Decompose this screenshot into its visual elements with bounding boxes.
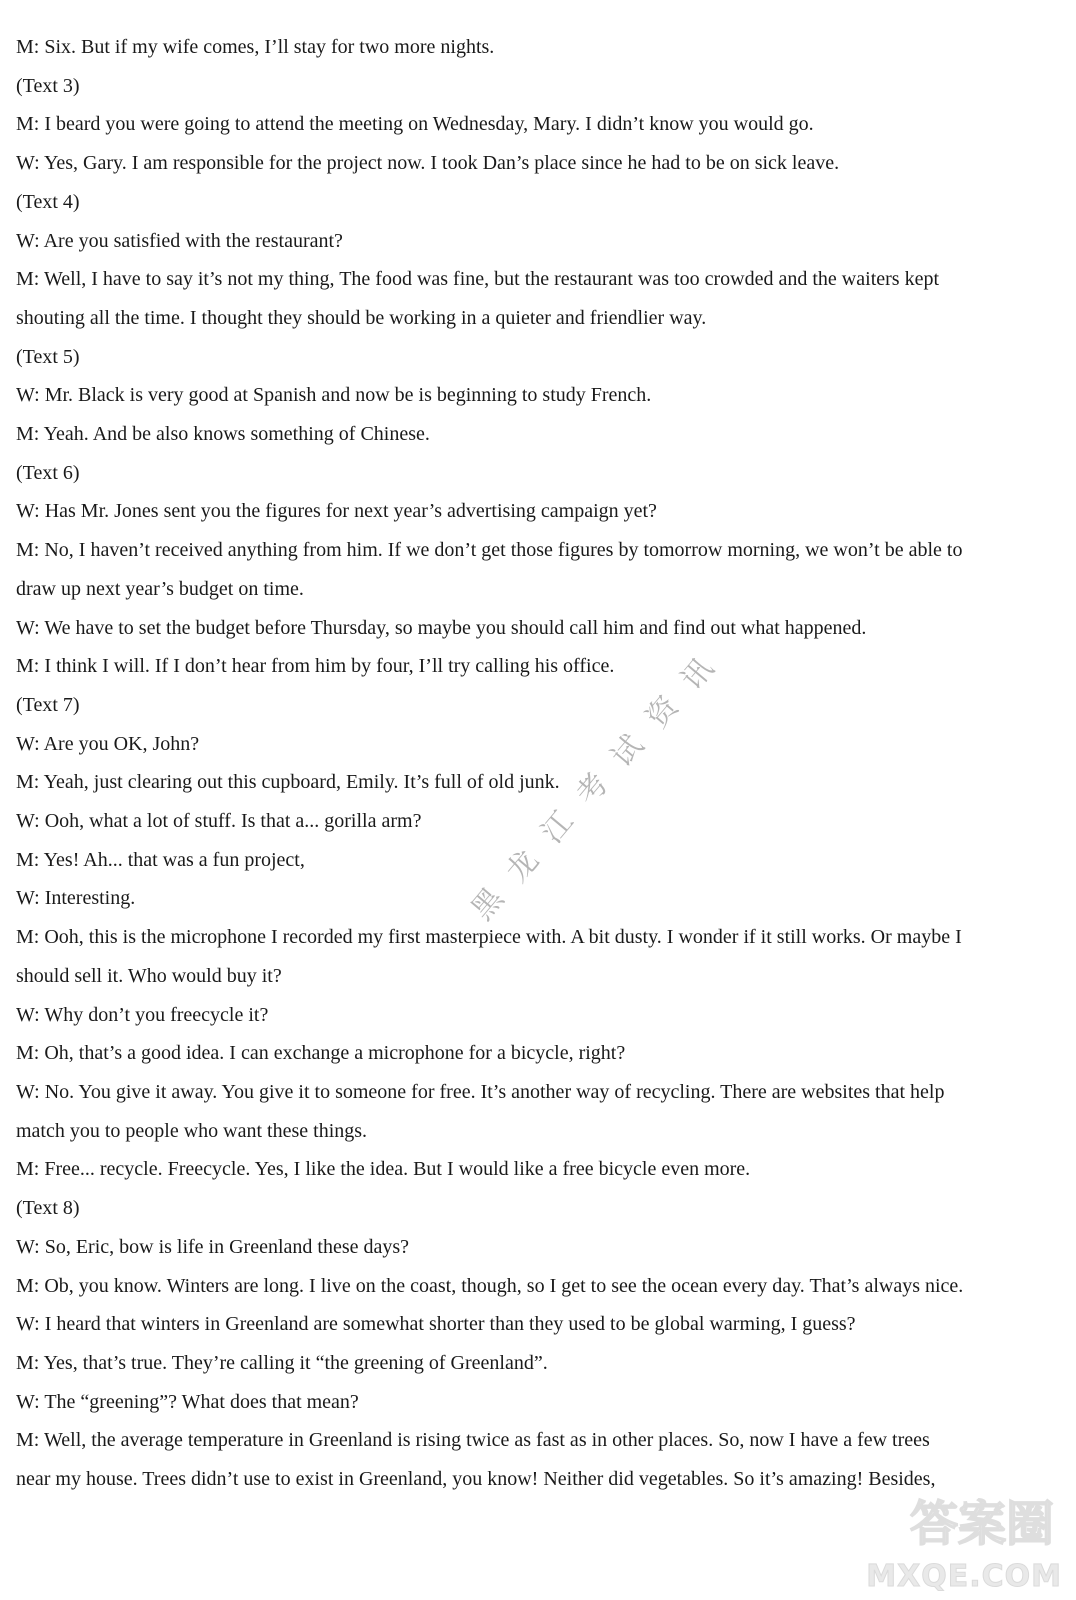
transcript-line: M: No, I haven’t received anything from him. If we don’t get those figures by tomorrow morning, we won’t be able to <box>16 539 963 562</box>
transcript-line: M: Yeah, just clearing out this cupboard, Emily. It’s full of old junk. <box>16 771 560 794</box>
transcript-line: (Text 7) <box>16 693 80 716</box>
transcript-line: M: Yeah. And be also knows something of Chinese. <box>16 423 430 446</box>
transcript-line: (Text 4) <box>16 190 80 213</box>
transcript-line: W: I heard that winters in Greenland are somewhat shorter than they used to be global warming, I guess? <box>16 1313 856 1336</box>
transcript-line: draw up next year’s budget on time. <box>16 577 304 600</box>
transcript-line: W: Mr. Black is very good at Spanish and now be is beginning to study French. <box>16 384 652 407</box>
transcript-line: M: Well, I have to say it’s not my thing, The food was fine, but the restaurant was too crowded and the waiters kept <box>16 268 939 291</box>
document-page <box>16 28 1044 1499</box>
transcript-line: W: No. You give it away. You give it to someone for free. It’s another way of recycling. There are websites that help <box>16 1080 945 1103</box>
transcript-line: (Text 5) <box>16 345 80 368</box>
transcript-line: W: We have to set the budget before Thursday, so maybe you should call him and find out what happened. <box>16 616 867 639</box>
transcript-line: match you to people who want these things. <box>16 1119 368 1142</box>
transcript-line: M: Yes, that’s true. They’re calling it “the greening of Greenland”. <box>16 1351 548 1374</box>
transcript-line: W: Ooh, what a lot of stuff. Is that a... gorilla arm? <box>16 810 422 833</box>
watermark-char: 黑 <box>464 881 511 927</box>
transcript-line: W: Why don’t you freecycle it? <box>16 1003 269 1026</box>
logo-chinese-text: 答案圈 <box>909 1496 1054 1552</box>
transcript-line: (Text 3) <box>16 74 80 97</box>
watermark-char: 龙 <box>499 843 546 889</box>
logo-site-text: MXQE.COM <box>866 1559 1062 1594</box>
transcript-line: M: Ooh, this is the microphone I recorded my first masterpiece with. A bit dusty. I wonder if it still works. Or maybe I <box>16 926 962 949</box>
transcript-line: M: Yes! Ah... that was a fun project, <box>16 848 305 871</box>
watermark-char: 试 <box>604 728 651 774</box>
watermark-char: 资 <box>639 689 686 736</box>
corner-logo-watermark <box>866 1484 1062 1594</box>
transcript-line: should sell it. Who would buy it? <box>16 964 282 987</box>
transcript-line: M: Free... recycle. Freecycle. Yes, I like the idea. But I would like a free bicycle even more. <box>16 1158 751 1181</box>
transcript-line: W: Are you satisfied with the restaurant? <box>16 229 343 252</box>
watermark-char: 江 <box>534 804 581 851</box>
transcript-line: M: Oh, that’s a good idea. I can exchange a microphone for a bicycle, right? <box>16 1042 626 1065</box>
transcript-line: W: Yes, Gary. I am responsible for the project now. I took Dan’s place since he had to be on sick leave. <box>16 152 840 175</box>
transcript-line: W: Are you OK, John? <box>16 732 200 755</box>
transcript-line: M: I think I will. If I don’t hear from him by four, I’ll try calling his office. <box>16 655 615 678</box>
watermark-char: 讯 <box>674 651 721 697</box>
watermark-char: 考 <box>569 766 616 812</box>
transcript-line: shouting all the time. I thought they should be working in a quieter and friendlier way. <box>16 306 707 329</box>
transcript-line: M: Well, the average temperature in Greenland is rising twice as fast as in other places. So, now I have a few trees <box>16 1429 930 1452</box>
transcript-line: W: So, Eric, bow is life in Greenland these days? <box>16 1235 410 1258</box>
transcript-line: W: Interesting. <box>16 887 136 910</box>
transcript-line: (Text 8) <box>16 1197 80 1220</box>
transcript-line: W: Has Mr. Jones sent you the figures for next year’s advertising campaign yet? <box>16 500 657 523</box>
transcript-line: (Text 6) <box>16 461 80 484</box>
transcript-line: M: I beard you were going to attend the meeting on Wednesday, Mary. I didn’t know you would go. <box>16 113 814 136</box>
transcript-line: M: Ob, you know. Winters are long. I live on the coast, though, so I get to see the ocean every day. That’s always nice. <box>16 1274 964 1297</box>
transcript-line: M: Six. But if my wife comes, I’ll stay for two more nights. <box>16 36 495 58</box>
transcript-line: W: The “greening”? What does that mean? <box>16 1390 359 1413</box>
transcript-line: near my house. Trees didn’t use to exist in Greenland, you know! Neither did vegetables. So it’s amazing! Besides, <box>16 1468 936 1491</box>
